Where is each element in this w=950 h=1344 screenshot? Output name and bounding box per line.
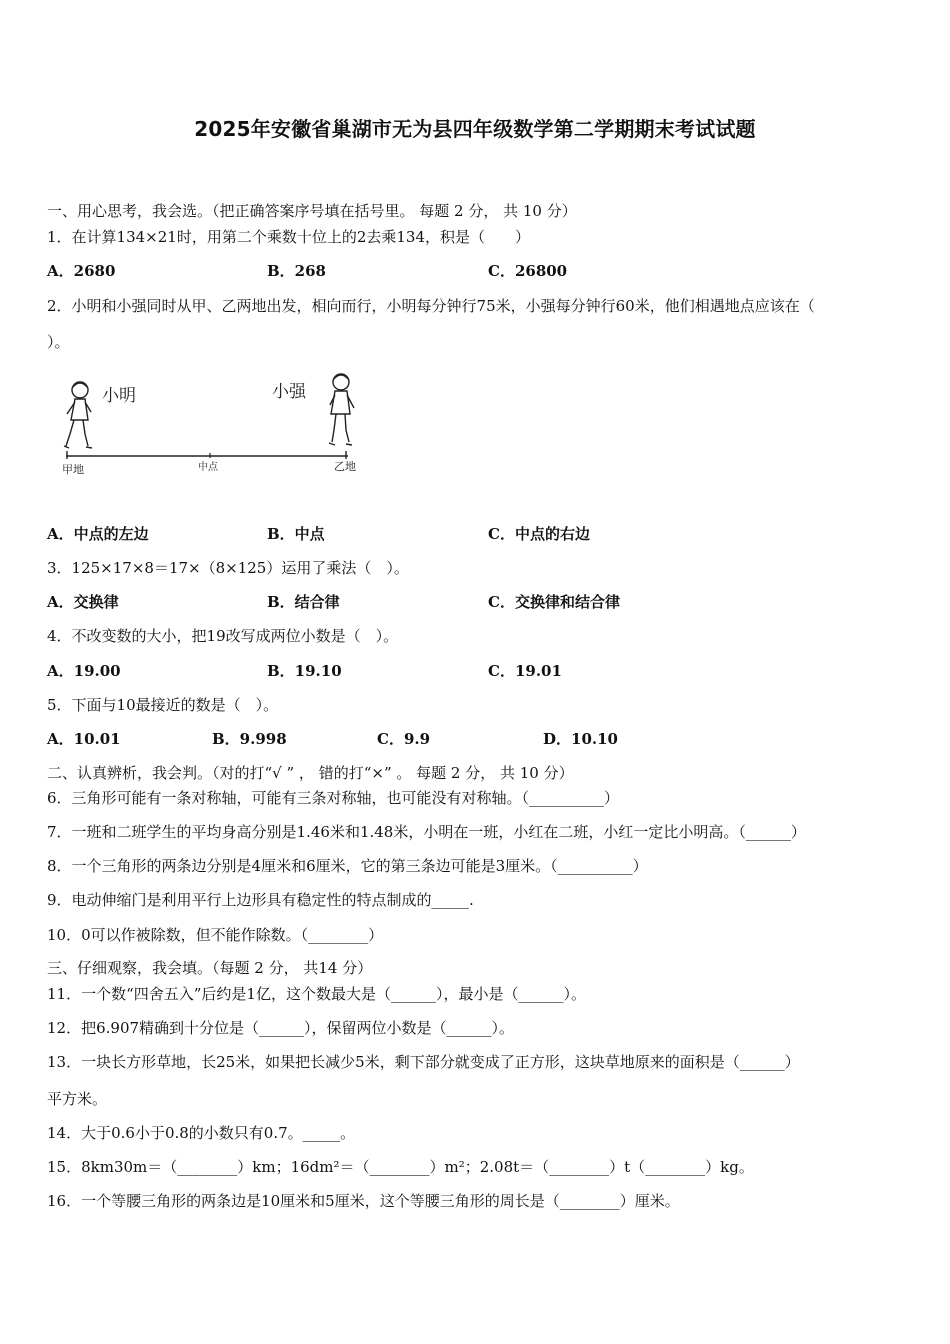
option-b: B．268: [267, 262, 326, 280]
option-a: A．交换律: [47, 593, 119, 611]
option-b: B．中点: [267, 525, 325, 543]
section1-header: 一、用心思考，我会选。（把正确答案序号填在括号里。 每题 2 分， 共 10 分）: [47, 202, 577, 220]
question-2-line1: 2．小明和小强同时从甲、乙两地出发，相向而行，小明每分钟行75米，小强每分钟行60米，他们相遇地点应该在（: [47, 297, 815, 315]
question-4: 4．不改变数的大小，把19改写成两位小数是（ ）。: [47, 627, 399, 645]
question-2-line2: ）。: [47, 333, 70, 351]
option-c: C．26800: [488, 262, 568, 280]
left-walker-icon: [64, 382, 92, 448]
right-name: 小强: [272, 382, 306, 402]
question-14: 14．大于0.6小于0.8的小数只有0.7。_____。: [47, 1124, 356, 1142]
question-10: 10．0可以作被除数，但不能作除数。（________）: [47, 926, 384, 944]
option-a: A．19.00: [47, 662, 121, 680]
question-13-line2: 平方米。: [47, 1090, 108, 1108]
option-a: A．中点的左边: [47, 525, 149, 543]
question-8: 8．一个三角形的两条边分别是4厘米和6厘米，它的第三条边可能是3厘米。（__________）: [47, 857, 648, 875]
option-c: C．19.01: [488, 662, 562, 680]
option-b: B．9.998: [212, 730, 287, 748]
question-9: 9．电动伸缩门是利用平行上边形具有稳定性的特点制成的_____.: [47, 891, 474, 909]
question-3: 3．125×17×8＝17×（8×125）运用了乘法（ ）。: [47, 559, 409, 577]
question-13-line1: 13．一块长方形草地，长25米，如果把长减少5米，剩下部分就变成了正方形，这块草地原来的面积是（______）: [47, 1053, 800, 1071]
question-7: 7．一班和二班学生的平均身高分别是1.46米和1.48米，小明在一班，小红在二班，小红一定比小明高。（______）: [47, 823, 806, 841]
section2-header: 二、认真辨析，我会判。（对的打“√ ” ， 错的打“×” 。 每题 2 分， 共 10 分）: [47, 764, 574, 782]
left-label: 甲地: [62, 463, 84, 476]
option-c: C．中点的右边: [488, 525, 590, 543]
question-12: 12．把6.907精确到十分位是（______），保留两位小数是（______）。: [47, 1019, 515, 1037]
option-a: A．2680: [47, 262, 116, 280]
question-1: 1．在计算134×21时，用第二个乘数十位上的2去乘134，积是（ ）: [47, 228, 531, 246]
right-walker-icon: [329, 374, 354, 445]
question-6: 6．三角形可能有一条对称轴，可能有三条对称轴，也可能没有对称轴。（__________）: [47, 789, 620, 807]
option-a: A．10.01: [47, 730, 121, 748]
mid-label: 中点: [198, 462, 218, 473]
question-16: 16．一个等腰三角形的两条边是10厘米和5厘米，这个等腰三角形的周长是（________）厘米。: [47, 1192, 680, 1210]
question-15: 15．8km30m＝（________）km；16dm²＝（________）m²；2.08t＝（________）t（________）kg。: [47, 1158, 754, 1176]
left-name: 小明: [102, 386, 136, 406]
option-b: B．19.10: [267, 662, 342, 680]
walking-figure: [58, 368, 368, 483]
option-b: B．结合律: [267, 593, 340, 611]
page-title: 2025年安徽省巢湖市无为县四年级数学第二学期期末考试试题: [194, 117, 756, 141]
section3-header: 三、仔细观察，我会填。（每题 2 分， 共14 分）: [47, 959, 373, 977]
option-c: C．交换律和结合律: [488, 593, 620, 611]
option-d: D．10.10: [543, 730, 618, 748]
right-label: 乙地: [334, 460, 356, 473]
question-5: 5．下面与10最接近的数是（ ）。: [47, 696, 279, 714]
option-c: C．9.9: [377, 730, 431, 748]
question-11: 11．一个数“四舍五入”后约是1亿，这个数最大是（______），最小是（______）。: [47, 985, 586, 1003]
